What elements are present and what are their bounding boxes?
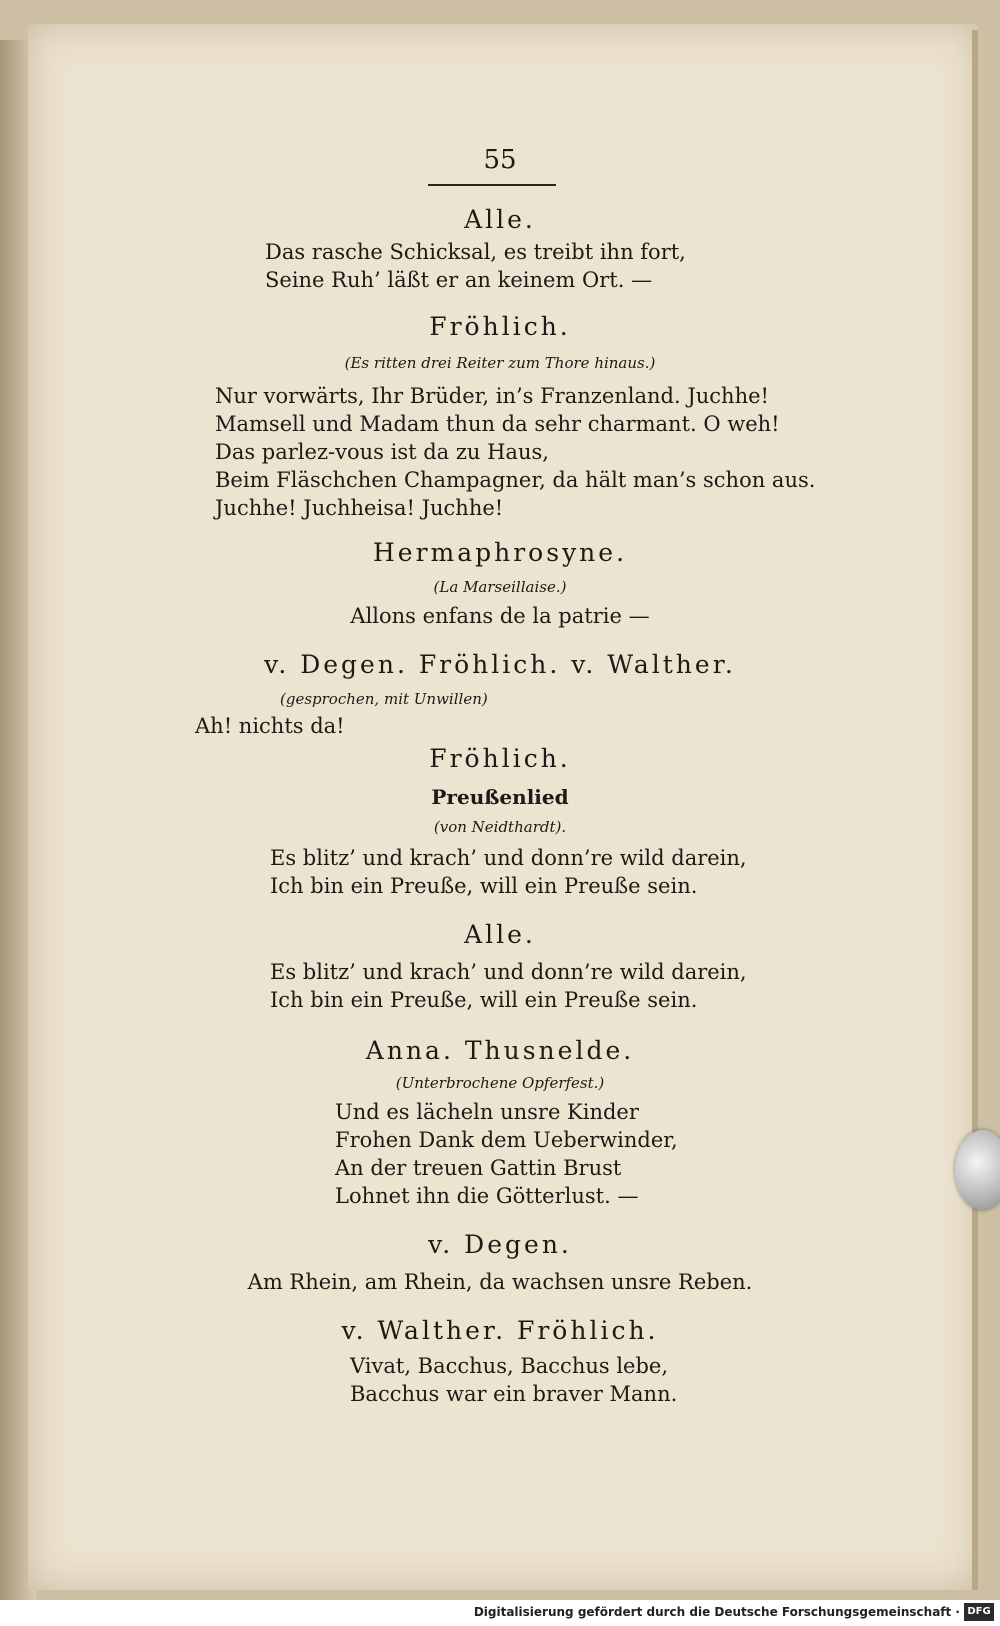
speaker-heading: Anna. Thusnelde. [365, 1036, 635, 1065]
song-title: Preußenlied [431, 785, 569, 809]
verse-line: Bacchus war ein braver Mann. [350, 1382, 678, 1406]
stage-direction: (Es ritten drei Reiter zum Thore hinaus.) [344, 354, 656, 372]
verse-line: Nur vorwärts, Ihr Brüder, in’s Franzenland. Juchhe! [215, 384, 769, 408]
speaker-heading: Fröhlich. [429, 312, 571, 341]
speaker-heading: v. Walther. Fröhlich. [341, 1316, 659, 1345]
page-number: 55 [483, 145, 517, 175]
verse-line: Lohnet ihn die Götterlust. — [335, 1184, 639, 1208]
verse-line: Ich bin ein Preuße, will ein Preuße sein. [270, 988, 698, 1012]
speaker-heading: Alle. [464, 920, 536, 949]
footer-credit: Digitalisierung gefördert durch die Deutsche Forschungsgemeinschaft · [473, 1605, 960, 1619]
verse-line: Das parlez-vous ist da zu Haus, [215, 440, 549, 464]
verse-line: Es blitz’ und krach’ und donn’re wild darein, [270, 846, 747, 870]
header-rule [428, 184, 556, 186]
verse-line: Das rasche Schicksal, es treibt ihn fort, [265, 240, 686, 264]
stage-direction: (von Neidthardt). [433, 818, 567, 836]
footer-bar [0, 1600, 1000, 1626]
verse-line: Und es lächeln unsre Kinder [335, 1100, 639, 1124]
dfg-logo: DFG [964, 1603, 994, 1621]
speaker-heading: Hermaphrosyne. [372, 538, 628, 567]
stage-direction: (Unterbrochene Opferfest.) [395, 1074, 605, 1092]
speaker-heading: Alle. [464, 205, 536, 234]
verse-line: Seine Ruh’ läßt er an keinem Ort. — [265, 268, 653, 292]
verse-line: An der treuen Gattin Brust [335, 1156, 622, 1180]
verse-line: Allons enfans de la patrie — [350, 604, 650, 628]
verse-line: Ah! nichts da! [195, 714, 345, 738]
speaker-heading: v. Degen. [428, 1230, 572, 1259]
verse-line: Mamsell und Madam thun da sehr charmant. O weh! [215, 412, 780, 436]
verse-line: Juchhe! Juchheisa! Juchhe! [215, 496, 504, 520]
stage-direction: (gesprochen, mit Unwillen) [280, 690, 488, 708]
verse-line: Frohen Dank dem Ueberwinder, [335, 1128, 678, 1152]
speaker-heading: v. Degen. Fröhlich. v. Walther. [264, 650, 736, 679]
stage-direction: (La Marseillaise.) [433, 578, 567, 596]
verse-line: Ich bin ein Preuße, will ein Preuße sein. [270, 874, 698, 898]
verse-line: Es blitz’ und krach’ und donn’re wild darein, [270, 960, 747, 984]
speaker-heading: Fröhlich. [429, 744, 571, 773]
page-edge [972, 30, 978, 1590]
verse-line: Am Rhein, am Rhein, da wachsen unsre Reben. [247, 1270, 753, 1294]
verse-line: Beim Fläschchen Champagner, da hält man’s schon aus. [215, 468, 816, 492]
verse-line: Vivat, Bacchus, Bacchus lebe, [350, 1354, 669, 1378]
